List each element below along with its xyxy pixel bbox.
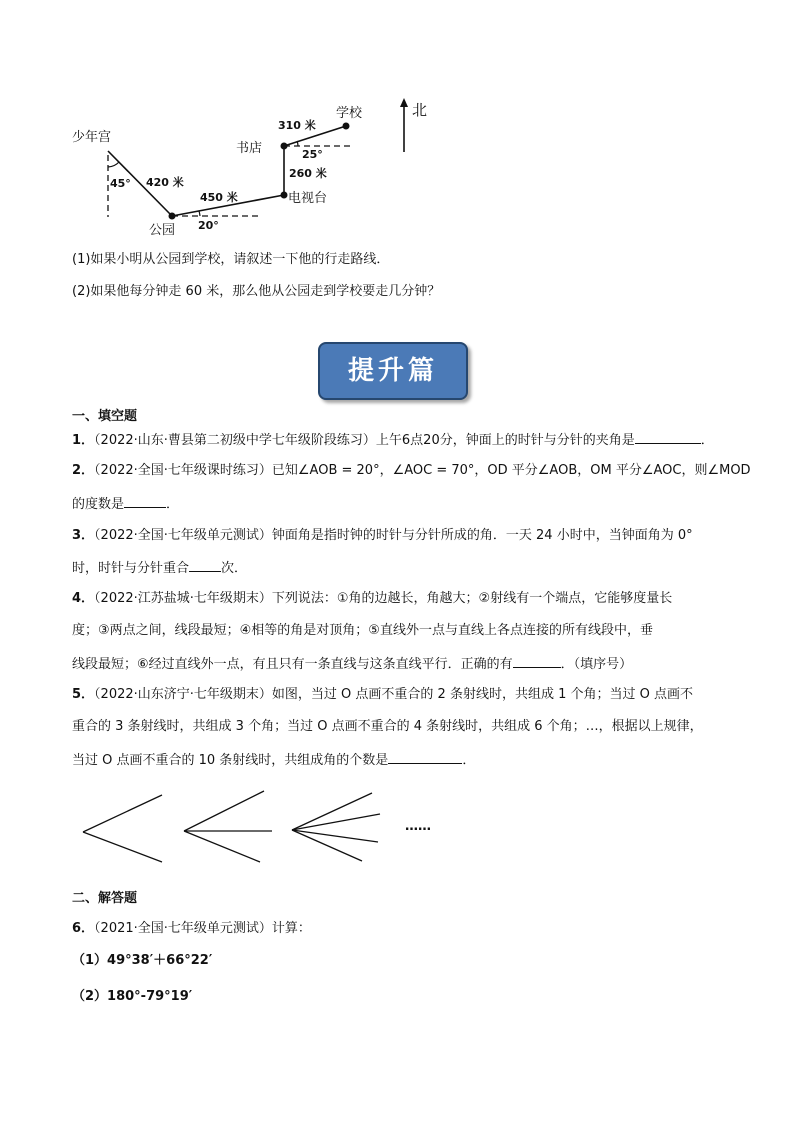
q3-end: 次．	[221, 561, 248, 576]
dist-tv-to-bookstore: 260 米	[289, 167, 327, 180]
rays-ellipsis: ……	[405, 819, 431, 834]
question-4-line1	[72, 590, 672, 608]
label-youth-palace: 少年宫	[72, 130, 112, 145]
angle-arc-bookstore	[297, 141, 298, 146]
angle-label-park: 20°	[198, 219, 219, 232]
prev-question-2: (2)如果他每分钟走 60 米，那么他从公园走到学校要走几分钟？	[72, 284, 441, 299]
north-arrow-icon	[400, 98, 408, 152]
point-park	[169, 213, 176, 220]
question-2-line1	[72, 462, 751, 480]
label-school: 学校	[336, 106, 363, 121]
q2-text2: 的度数是	[72, 497, 125, 512]
point-school	[343, 123, 350, 130]
q1-end: ．	[700, 433, 714, 448]
rays-figure	[80, 790, 440, 865]
q6-sub2: （2）180°-79°19′	[72, 989, 193, 1004]
section-title-badge: 提升篇	[318, 342, 468, 400]
point-tv-station	[281, 192, 288, 199]
angle-arc-youth	[108, 162, 119, 167]
dist-bookstore-to-school: 310 米	[278, 119, 316, 132]
label-tv-station: 电视台	[288, 191, 328, 206]
q6-source: （2021·全国·七年级单元测试）	[94, 921, 272, 936]
q4-end: ．（填序号）	[560, 657, 633, 672]
q5-source: （2022·山东济宁·七年级期末）	[94, 687, 272, 702]
prev-question-1: (1)如果小明从公园到学校，请叙述一下他的行走路线．	[72, 252, 390, 267]
q5-text3: 当过 O 点画不重合的 10 条射线时，共组成角的个数是	[72, 753, 389, 768]
question-5-line1	[72, 686, 693, 704]
q1-source: （2022·山东·曹县第二初级中学七年级阶段练习）	[94, 433, 376, 448]
q3-text: 钟面角是指时钟的时针与分针所成的角．一天 24 小时中，当钟面角为 0°	[271, 528, 693, 543]
point-bookstore	[281, 143, 288, 150]
q2-source: （2022·全国·七年级课时练习）	[94, 463, 272, 478]
q3-number: 3．	[72, 528, 95, 543]
q6-number: 6．	[72, 921, 95, 936]
label-park: 公园	[149, 223, 176, 238]
q3-text2: 时，时针与分针重合	[72, 561, 190, 576]
q1-answer-blank[interactable]	[635, 430, 701, 444]
angle-label-bookstore: 25°	[302, 148, 323, 161]
q1-text: 上午6点20分，钟面上的时针与分针的夹角是	[375, 433, 635, 448]
q3-source: （2022·全国·七年级单元测试）	[94, 528, 272, 543]
q5-number: 5．	[72, 687, 95, 702]
q5-answer-blank[interactable]	[388, 750, 462, 764]
q2-end: ．	[166, 497, 180, 512]
q1-number: 1．	[72, 433, 95, 448]
north-label: 北	[412, 101, 428, 119]
rays-4-figure	[292, 793, 380, 861]
question-2-line2	[72, 494, 179, 514]
question-6	[72, 920, 311, 938]
q4-text: 下列说法：①角的边越长，角越大；②射线有一个端点，它能够度量长	[271, 591, 673, 606]
route-map-figure	[60, 95, 460, 245]
rays-3-figure	[184, 791, 272, 862]
q6-sub1: （1）49°38′＋66°22′	[72, 953, 213, 968]
rays-2-figure	[83, 795, 162, 862]
q5-end: ．	[462, 753, 476, 768]
question-1	[72, 430, 714, 450]
question-3-line1	[72, 527, 693, 545]
label-bookstore: 书店	[236, 141, 263, 156]
question-5-line2: 重合的 3 条射线时，共组成 3 个角；当过 O 点画不重合的 4 条射线时，共组成 6 个角；…，根据以上规律，	[72, 719, 703, 734]
part1-heading: 一、填空题	[72, 409, 138, 424]
question-5-line3	[72, 750, 475, 770]
angle-arc-park	[199, 211, 200, 216]
q2-answer-blank[interactable]	[124, 494, 166, 508]
q4-answer-blank[interactable]	[513, 654, 561, 668]
question-4-line2: 度；③两点之间，线段最短；④相等的角是对顶角；⑤直线外一点与直线上各点连接的所有线段中，垂	[72, 623, 653, 638]
q4-source: （2022·江苏盐城·七年级期末）	[94, 591, 272, 606]
question-3-line2	[72, 558, 247, 578]
q5-text: 如图，当过 O 点画不重合的 2 条射线时，共组成 1 个角；当过 O 点画不	[271, 687, 693, 702]
dist-park-to-tv: 450 米	[200, 191, 238, 204]
q2-text: 已知∠AOB = 20°，∠AOC = 70°，OD 平分∠AOB，OM 平分∠AOC，则∠MOD	[271, 463, 751, 478]
question-4-line3	[72, 654, 632, 674]
q3-answer-blank[interactable]	[189, 558, 221, 572]
q4-text3: 线段最短；⑥经过直线外一点，有且只有一条直线与这条直线平行．正确的有	[72, 657, 513, 672]
q4-number: 4．	[72, 591, 95, 606]
q6-text: 计算：	[271, 921, 311, 936]
q2-number: 2．	[72, 463, 95, 478]
angle-label-youth: 45°	[110, 177, 131, 190]
dist-youth-to-park: 420 米	[146, 176, 184, 189]
part2-heading: 二、解答题	[72, 891, 138, 906]
